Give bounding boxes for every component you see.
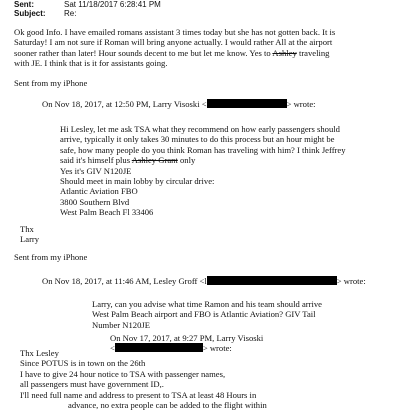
struck-name: Ashley Grant <box>131 155 178 166</box>
q1-line-2: arrive, typically it only takes 30 minutes to do this process but an hour might be <box>60 134 335 145</box>
q3-line-3: I have to give 24 hour notice to TSA with passenger names, <box>20 368 226 379</box>
q1-line-4-text: said it's himself plus <box>60 155 131 166</box>
thanks-block <box>20 224 39 245</box>
q1-line-8: 3800 Southern Blvd <box>60 196 130 207</box>
quote-header-2-end: > wrote: <box>336 276 366 286</box>
q1-line-1: Hi Lesley, let me ask TSA what they recommend on how early passengers should <box>60 124 340 134</box>
quote-header-2-text: On Nov 18, 2017, at 11:46 AM, Lesley Groff <l <box>42 276 207 286</box>
reply-line-3-end: traveling <box>298 47 330 58</box>
q1-line-5: Yes it's GIV N120JE <box>60 165 132 176</box>
q1-line-7: Atlantic Aviation FBO <box>60 186 138 197</box>
quote-header-2 <box>42 276 366 286</box>
quote-header-3-end: > wrote: <box>202 343 232 354</box>
q3-line-4: all passengers must have government ID,. <box>20 379 164 390</box>
larry-line: Larry <box>20 234 40 245</box>
reply-line-3-text: sooner rather than later! Hour sounds decent to me but let me know. Yes to <box>14 47 271 58</box>
redaction-bar <box>207 276 337 285</box>
quoted-message-2 <box>92 299 322 330</box>
q1-line-6: Should meet in main lobby by circular drive: <box>60 176 215 187</box>
quoted-message-3 <box>20 348 267 410</box>
q1-line-4 <box>60 155 346 165</box>
q1-line-3: safe, how many people do you think Roman has traveling with him? I think Jeffrey <box>60 144 346 155</box>
quote-header-1-end: > wrote: <box>286 99 316 109</box>
q3-line-1: Thx Lesley <box>20 348 59 358</box>
thx-line: Thx <box>20 224 34 234</box>
quote-header-1-text: On Nov 18, 2017, at 12:50 PM, Larry Visoski < <box>42 99 207 109</box>
quote-header-1 <box>42 99 316 109</box>
q2-line-2: West Palm Beach airport and FBO is Atlantic Aviation? GIV Tail <box>92 309 316 320</box>
quote-header-3-open: < <box>110 343 115 354</box>
reply-line-1: Ok good Info. I have emailed romans assistant 3 times today but she has not gotten back. It is <box>14 27 336 37</box>
struck-name: Ashley <box>272 47 297 58</box>
signature-1: Sent from my iPhone <box>14 78 88 88</box>
q3-line-6: advance, no extra people can be added to the flight within <box>68 400 267 410</box>
quote-header-3-text: On Nov 17, 2017, at 9:27 PM, Larry Visoski <box>110 333 264 343</box>
sent-value: Sat 11/18/2017 6:28:41 PM <box>64 0 161 9</box>
quoted-message-1 <box>60 124 346 218</box>
redaction-bar <box>207 99 287 108</box>
reply-paragraph <box>14 27 335 69</box>
subject-label: Subject: <box>14 9 46 18</box>
reply-line-3 <box>14 48 335 58</box>
sent-label: Sent: <box>14 0 34 9</box>
reply-line-4: with JE. I think that is it for assistants going. <box>14 58 168 69</box>
subject-value: Re: <box>64 9 77 18</box>
q2-line-1: Larry, can you advise what time Ramon and his team should arrive <box>92 299 322 309</box>
q1-line-4-end: only <box>179 155 196 166</box>
q3-line-2: Since POTUS is in town on the 26th <box>20 358 146 369</box>
q3-line-5: I'll need full name and address to present to TSA at least 48 Hours in <box>20 389 257 400</box>
reply-line-2: Saturday! I am not sure if Roman will bring anyone actually. I would rather All at the airport <box>14 37 333 48</box>
signature-2: Sent from my iPhone <box>14 252 88 262</box>
q1-line-9: West Palm Beach Fl 33406 <box>60 207 154 218</box>
q2-line-3: Number N120JE <box>92 319 150 330</box>
